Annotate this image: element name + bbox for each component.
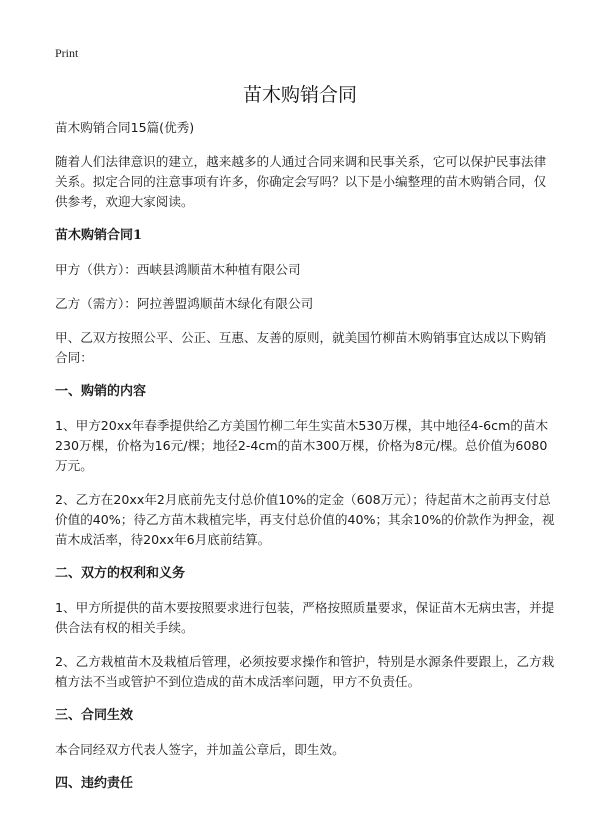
section-heading: 二、双方的权利和义务	[55, 566, 186, 581]
page-title: 苗木购销合同	[242, 84, 357, 106]
section-heading: 四、违约责任	[55, 776, 134, 791]
intro-paragraph: 随着人们法律意识的建立，越来越多的人通过合同来调和民事关系，它可以保护民事法律关系。拟定合同的注意事项有许多，你确定会写吗？以下是小编整理的苗木购销合同，仅供参考，欢迎大家阅读。	[55, 154, 547, 209]
party-a: 甲方（供方）：西峡县鸿顺苗木种植有限公司	[55, 262, 301, 277]
section-paragraph: 1、甲方所提供的苗木要按照要求进行包装，严格按照质量要求，保证苗木无病虫害，并提供合法有权的相关手续。	[55, 600, 555, 635]
section-heading: 一、购销的内容	[55, 384, 147, 399]
section-heading: 三、合同生效	[55, 708, 134, 723]
section-paragraph: 本合同经双方代表人签字，并加盖公章后，即生效。	[55, 742, 345, 757]
document-body	[55, 118, 555, 808]
print-link[interactable]: Print	[55, 46, 79, 60]
section-paragraph: 1、甲方20xx年春季提供给乙方美国竹柳二年生实苗木530万棵，其中地径4-6cm的苗木230万棵，价格为16元/棵；地径2-4cm的苗木300万棵，价格为8元/棵。总价值为6080万元。	[55, 418, 549, 473]
contract-heading: 苗木购销合同1	[55, 228, 143, 243]
section-paragraph: 2、乙方栽植苗木及栽植后管理，必须按要求操作和管护，特别是水源条件要跟上，乙方栽植方法不当或管护不到位造成的苗木成活率问题，甲方不负责任。	[55, 654, 555, 689]
party-b: 乙方（需方）：阿拉善盟鸿顺苗木绿化有限公司	[55, 296, 314, 311]
document-subtitle: 苗木购销合同15篇(优秀)	[55, 120, 195, 135]
section-paragraph: 2、乙方在20xx年2月底前先支付总价值10%的定金（608万元）；待起苗木之前再支付总价值的40%；待乙方苗木栽植完毕，再支付总价值的40%；其余10%的价款作为押金，视苗木成活率，待20xx年6月底前结算。	[55, 492, 555, 547]
preamble-paragraph: 甲、乙双方按照公平、公正、互惠、友善的原则，就美国竹柳苗木购销事宜达成以下购销合同：	[55, 330, 547, 365]
